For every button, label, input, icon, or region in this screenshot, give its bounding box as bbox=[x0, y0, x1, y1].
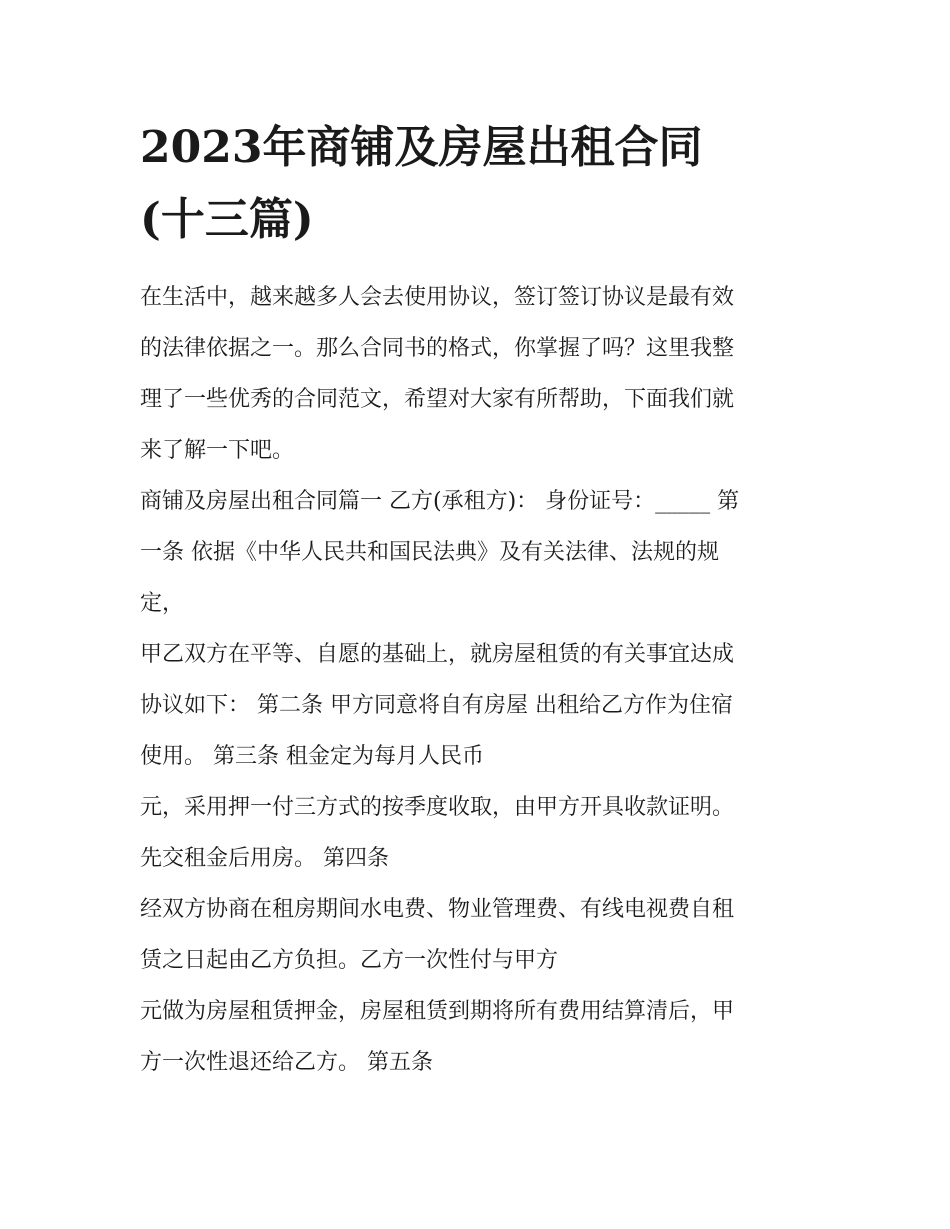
body-line: 理了一些优秀的合同范文，希望对大家有所帮助，下面我们就 bbox=[140, 387, 735, 412]
document-body bbox=[140, 272, 812, 1088]
body-line: 元做为房屋租赁押金，房屋租赁到期将所有费用结算清后，甲 bbox=[140, 999, 735, 1024]
document-title bbox=[140, 112, 812, 256]
title-line-2: (十三篇) bbox=[140, 194, 314, 245]
body-line: 一条 依据《中华人民共和国民法典》及有关法律、法规的规 bbox=[140, 540, 719, 565]
title-line-1: 2023年商铺及房屋出租合同 bbox=[140, 122, 703, 173]
body-line: 定， bbox=[140, 591, 185, 616]
body-line: 来了解一下吧。 bbox=[140, 438, 295, 463]
body-line: 甲乙双方在平等、自愿的基础上，就房屋租赁的有关事宜达成 bbox=[140, 642, 735, 667]
body-line: 的法律依据之一。那么合同书的格式，你掌握了吗？这里我整 bbox=[140, 336, 735, 361]
body-line: 元，采用押一付三方式的按季度收取，由甲方开具收款证明。 bbox=[140, 795, 735, 820]
body-line: 商铺及房屋出租合同篇一 乙方(承租方)： 身份证号：_____ 第 bbox=[140, 489, 740, 514]
body-line: 方一次性退还给乙方。 第五条 bbox=[140, 1050, 433, 1075]
body-line: 先交租金后用房。 第四条 bbox=[140, 846, 389, 871]
body-line: 协议如下： 第二条 甲方同意将自有房屋 出租给乙方作为住宿 bbox=[140, 693, 733, 718]
document-content bbox=[140, 112, 812, 1088]
body-line: 在生活中，越来越多人会去使用协议，签订签订协议是最有效 bbox=[140, 285, 735, 310]
body-line: 使用。 第三条 租金定为每月人民币 bbox=[140, 744, 484, 769]
body-line: 经双方协商在租房期间水电费、物业管理费、有线电视费自租 bbox=[140, 897, 735, 922]
body-line: 赁之日起由乙方负担。乙方一次性付与甲方 bbox=[140, 948, 559, 973]
